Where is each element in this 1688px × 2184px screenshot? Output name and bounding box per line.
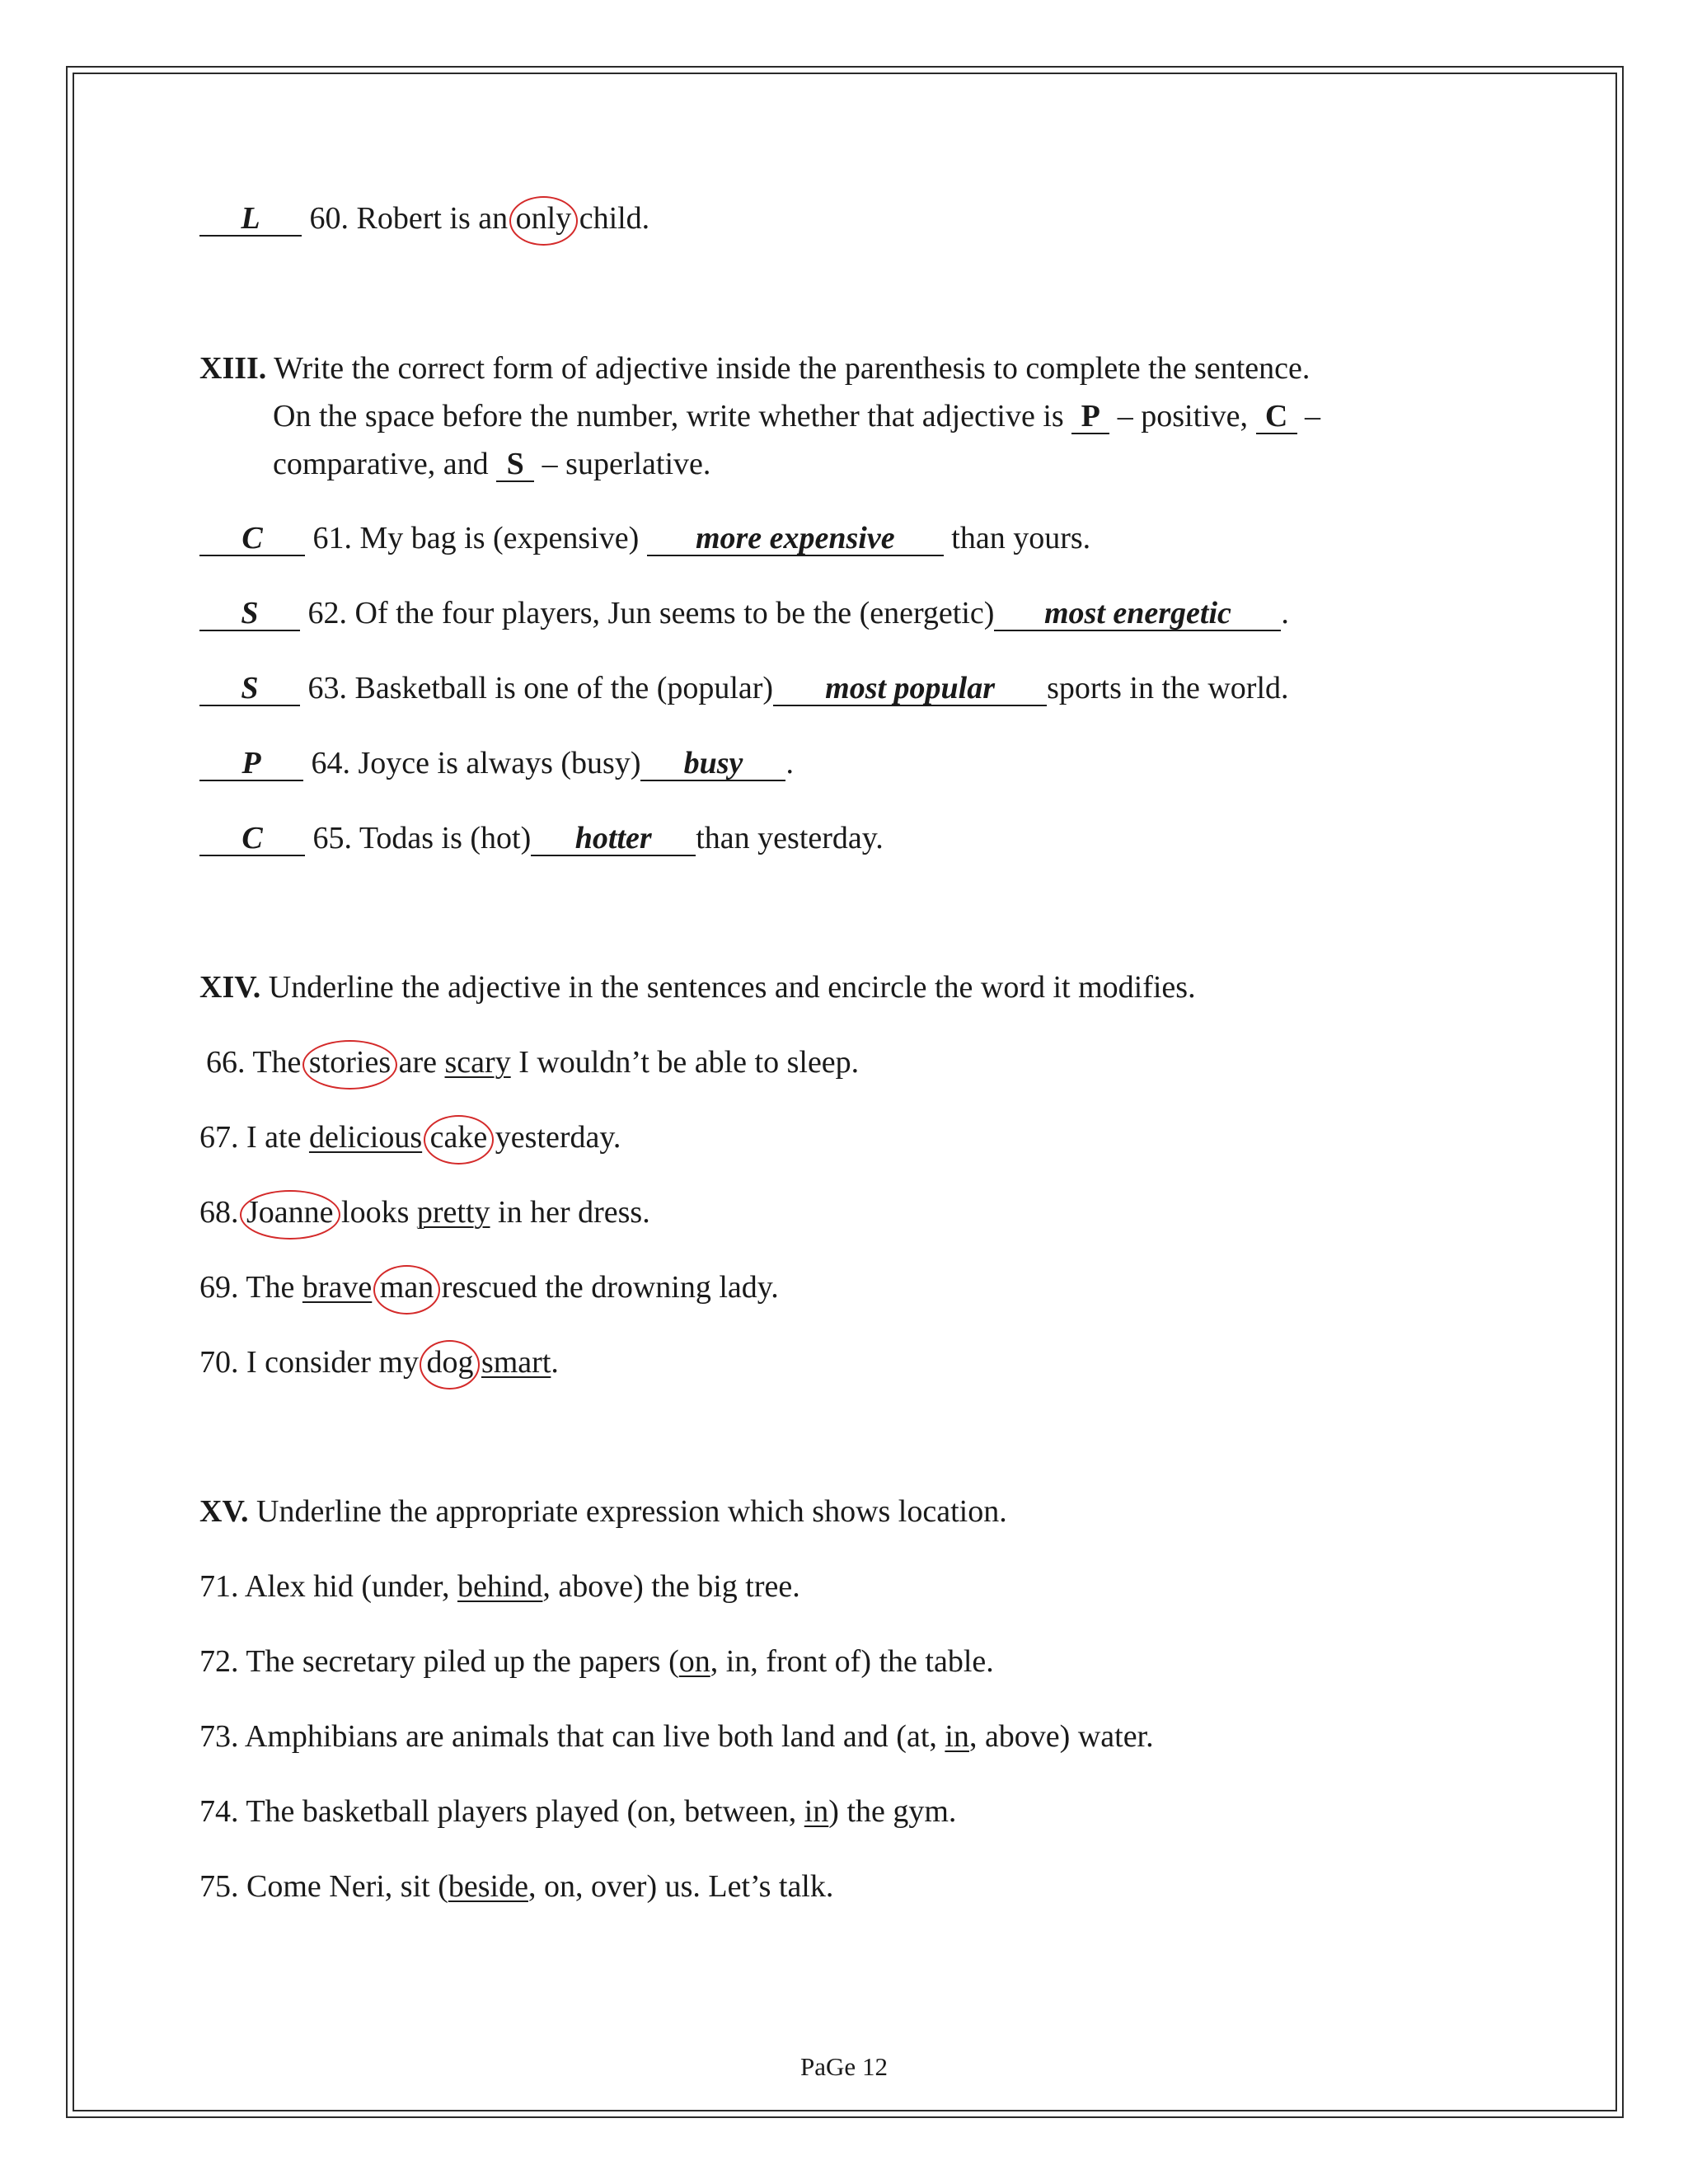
section-13-line1 — [199, 349, 1310, 387]
item-65-text: 65. Todas is (hot) — [312, 821, 532, 855]
circled-noun-68: Joanne — [246, 1195, 334, 1230]
answer-blank-62: S — [199, 597, 300, 631]
item-74-end: ) the gym. — [828, 1794, 957, 1829]
item-68-mid: looks — [341, 1195, 410, 1230]
section-15-numeral: XV. — [199, 1494, 249, 1529]
key-s: S — [496, 448, 534, 482]
circled-word-60: only — [515, 201, 572, 236]
item-66 — [206, 1043, 859, 1081]
underlined-adjective-68: pretty — [416, 1195, 490, 1230]
item-67-end: yesterday. — [495, 1120, 621, 1155]
item-73-end: , above) water. — [968, 1719, 1154, 1754]
section-13-instruction-line3: comparative, and — [273, 447, 489, 481]
item-68 — [199, 1193, 650, 1231]
fill-blank-63: most popular — [773, 672, 1047, 706]
section-13-instruction-line2: On the space before the number, write whether that adjective is — [273, 399, 1064, 434]
underlined-adjective-70: smart — [481, 1345, 551, 1380]
item-66-mid: are — [398, 1045, 438, 1080]
item-71-text: 71. Alex hid (under, — [199, 1569, 450, 1604]
section-14-instruction: Underline the adjective in the sentences and encircle the word it modifies. — [268, 970, 1196, 1005]
item-72-text: 72. The secretary piled up the papers ( — [199, 1644, 679, 1679]
fill-blank-65: hotter — [531, 822, 696, 856]
circled-noun-69: man — [379, 1270, 434, 1305]
item-66-text: 66. The — [206, 1045, 302, 1080]
answer-blank-60: L — [199, 202, 302, 237]
item-65-after: than yesterday. — [696, 821, 884, 855]
item-64-text: 64. Joyce is always (busy) — [311, 746, 641, 780]
underlined-answer-72: on — [678, 1644, 710, 1679]
circled-noun-66: stories — [308, 1045, 392, 1080]
page-number: PaGe 12 — [800, 2052, 888, 2081]
item-69-end: rescued the drowning lady. — [441, 1270, 779, 1305]
key-s-text: – superlative. — [542, 447, 711, 481]
section-13-line3 — [273, 445, 710, 483]
item-67 — [199, 1118, 621, 1156]
underlined-adjective-66: scary — [444, 1045, 511, 1080]
answer-blank-65: C — [199, 822, 305, 856]
item-62 — [199, 594, 1289, 632]
item-74 — [199, 1793, 956, 1830]
item-71 — [199, 1568, 800, 1605]
key-p: P — [1071, 400, 1109, 434]
item-63-text: 63. Basketball is one of the (popular) — [307, 671, 774, 705]
item-73 — [199, 1718, 1154, 1755]
circled-noun-67: cake — [429, 1120, 488, 1155]
section-13-line2 — [273, 397, 1320, 435]
item-74-text: 74. The basketball players played (on, between, — [199, 1794, 797, 1829]
circled-noun-70: dog — [426, 1345, 474, 1380]
item-62-text: 62. Of the four players, Jun seems to be the (energetic) — [307, 596, 995, 630]
item-61-after: than yours. — [951, 521, 1091, 555]
section-13-instruction-line1: Write the correct form of adjective inside the parenthesis to complete the sentence. — [274, 351, 1311, 386]
item-68-end: in her dress. — [498, 1195, 650, 1230]
answer-blank-61: C — [199, 522, 305, 556]
item-70-text: 70. I consider my — [199, 1345, 419, 1380]
fill-blank-64: busy — [640, 747, 785, 781]
item-71-end: , above) the big tree. — [542, 1569, 800, 1604]
section-15-instruction: Underline the appropriate expression which shows location. — [256, 1494, 1007, 1529]
fill-blank-62: most energetic — [994, 597, 1281, 631]
fill-blank-61: more expensive — [647, 522, 944, 556]
item-63 — [199, 669, 1289, 707]
key-p-text: – positive, — [1117, 399, 1249, 434]
item-75 — [199, 1868, 833, 1905]
item-72 — [199, 1643, 994, 1680]
answer-blank-64: P — [199, 747, 303, 781]
section-15-header — [199, 1493, 1007, 1530]
underlined-answer-73: in — [945, 1719, 969, 1754]
key-c-dash: – — [1305, 399, 1321, 434]
item-64-after: . — [785, 746, 794, 780]
item-66-end: I wouldn’t be able to sleep. — [518, 1045, 860, 1080]
item-62-after: . — [1281, 596, 1289, 630]
underlined-answer-75: beside — [448, 1869, 528, 1904]
item-72-end: , in, front of) the table. — [710, 1644, 994, 1679]
item-69 — [199, 1268, 779, 1306]
item-64 — [199, 744, 794, 782]
item-61 — [199, 519, 1090, 557]
underlined-answer-71: behind — [457, 1569, 543, 1604]
item-70-end: . — [551, 1345, 559, 1380]
answer-blank-63: S — [199, 672, 300, 706]
item-61-text: 61. My bag is (expensive) — [312, 521, 640, 555]
section-13-numeral: XIII. — [199, 351, 267, 386]
item-60 — [199, 199, 649, 237]
section-14-numeral: XIV. — [199, 970, 261, 1005]
item-69-text: 69. The — [199, 1270, 295, 1305]
section-14-header — [199, 968, 1196, 1006]
underlined-adjective-67: delicious — [308, 1120, 423, 1155]
item-60-suffix: child. — [579, 201, 650, 236]
item-65 — [199, 819, 884, 857]
item-73-text: 73. Amphibians are animals that can live both land and (at, — [199, 1719, 937, 1754]
item-60-prefix: 60. Robert is an — [309, 201, 509, 236]
item-63-after: sports in the world. — [1047, 671, 1289, 705]
item-67-text: 67. I ate — [199, 1120, 302, 1155]
underlined-adjective-69: brave — [302, 1270, 373, 1305]
key-c: C — [1256, 400, 1297, 434]
item-75-end: , on, over) us. Let’s talk. — [528, 1869, 834, 1904]
item-68-text: 68. — [199, 1195, 239, 1230]
item-75-text: 75. Come Neri, sit ( — [199, 1869, 448, 1904]
underlined-answer-74: in — [804, 1794, 829, 1829]
item-70 — [199, 1343, 559, 1381]
